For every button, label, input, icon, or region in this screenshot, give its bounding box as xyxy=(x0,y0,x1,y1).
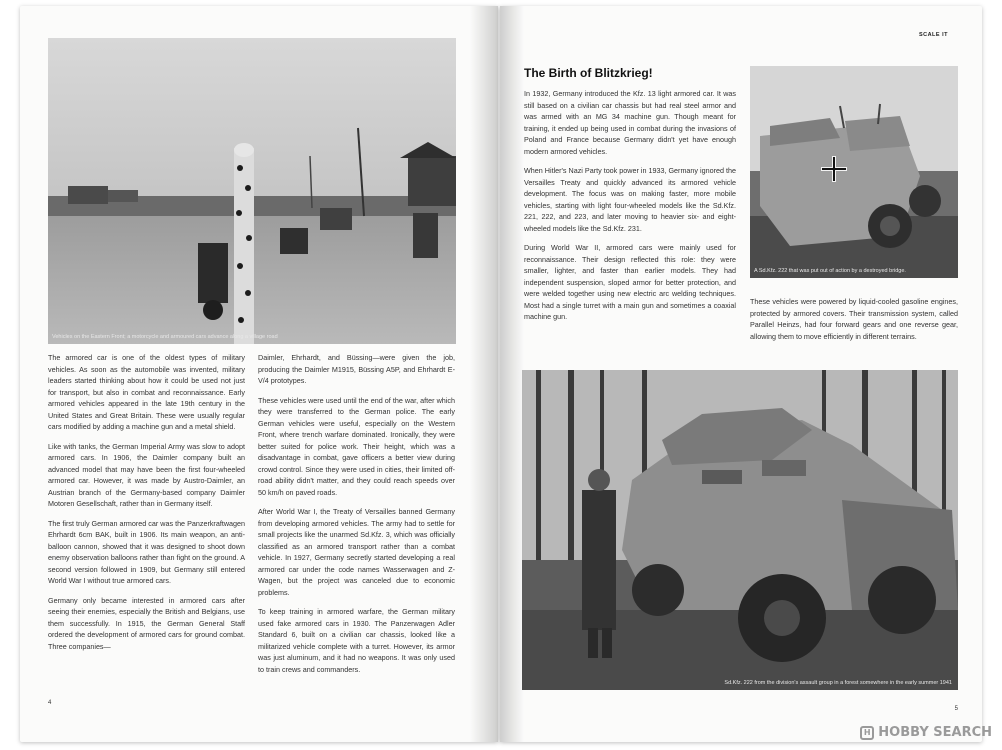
hobby-search-watermark xyxy=(860,725,992,740)
paragraph: Germany only became interested in armored cars after seeing their enemies, especially the British and Belgians, use them successfully. In 1915, the German General Staff ordered the development of armored cars for ground combat. Three companies— xyxy=(48,595,245,651)
armored-car-caption: Sd.Kfz. 222 from the division's assault group in a forest somewhere in the early summer 1941 xyxy=(724,680,952,687)
paragraph: These vehicles were used until the end of the war, after which they were transferred to the German police. The early German vehicles were useful, especially on the Western Front, where trench warfare dominated. Ironically, they were better suited for police work. Their height, which was a disadvantage in combat, gave officers a better view during crowd control. Since they were used in cities, their limited off-road ability didn't matter, and they could reach speeds over 50 km/h on paved roads. xyxy=(258,395,455,497)
right-page xyxy=(500,6,982,742)
page-number-left: 4 xyxy=(48,700,52,706)
page-number-right: 5 xyxy=(954,706,958,712)
article-headline: The Birth of Blitzkrieg! xyxy=(524,66,653,80)
hobby-search-logo-icon: H xyxy=(860,726,874,740)
wrecked-vehicle-image xyxy=(750,66,958,278)
magazine-spread xyxy=(14,6,988,742)
paragraph: The armored car is one of the oldest types of military vehicles. As soon as the automobile was invented, military leaders started thinking about how it could be used not just for transport, but also in combat and reconnaissance. Early armored vehicles appeared in the late 19th century in the United States and Great Britain. These were usually regular cars modified by adding a machine gun and a metal shield. xyxy=(48,353,245,431)
paragraph: The first truly German armored car was the Panzerkraftwagen Ehrhardt 6cm BAK, built in 1906. Its main weapon, an anti-balloon cannon, showed that it was designed to shoot down enemy observation balloons rather than fight on the ground. A second version followed in 1909, but Germany still entered World War I without true armored cars. xyxy=(48,518,245,585)
armored-car-forest-photo xyxy=(522,370,958,690)
street-photo xyxy=(48,38,456,344)
wrecked-vehicle-caption: A Sd.Kfz. 222 that was put out of action by a destroyed bridge. xyxy=(754,268,906,275)
street-photo-image xyxy=(48,38,456,344)
paragraph: After World War I, the Treaty of Versailles banned Germany from developing armored vehicles. The army had to settle for small projects like the unarmed Sd.Kfz. 3, which was officially classified as an armored transport rather than a combat vehicle. In 1927, Germany secretly started developing a real armored car under the code names Wasserwagen and Z-Wagen, but the project was canceled due to economic problems. xyxy=(258,507,455,597)
paragraph: In 1932, Germany introduced the Kfz. 13 light armored car. It was still based on a civilian car chassis but had real steel armor and was armed with an MG 34 machine gun. Though meant for training, it ended up being used in combat during the invasions of Poland and France because Germany didn't yet have enough modern armored vehicles. xyxy=(524,89,736,156)
wrecked-vehicle-photo xyxy=(750,66,958,278)
left-column-2 xyxy=(258,352,455,683)
right-column-1 xyxy=(524,88,736,331)
watermark-label: HOBBY SEARCH xyxy=(878,725,992,740)
left-page xyxy=(20,6,498,742)
street-photo-caption: Vehicles on the Eastern Front; a motorcycle and armoured cars advance along a village road xyxy=(52,334,278,341)
paragraph: Like with tanks, the German Imperial Army was slow to adopt armored cars. In 1906, the Daimler company built an advanced model that may have been the first four-wheeled armored car. However, it was made by Austro-Daimler, an Austrian branch of the Germany-based company Daimler Motoren Gesellschaft, rather than in Germany itself. xyxy=(48,441,245,508)
right-column-2 xyxy=(750,296,958,350)
paragraph: During World War II, armored cars were mainly used for reconnaissance. Their design reflected this role: they were smaller, lighter, and faster than earlier models. They had independent suspension, sloped armor for better protection, and were welded together using new electric arc welding techniques. Most had a single turret with a main gun and sometimes a coaxial machine gun. xyxy=(524,243,736,321)
paragraph: These vehicles were powered by liquid-cooled gasoline engines, protected by armored covers. Their transmission system, called Parallel Heinzs, had four forward gears and one reverse gear, allowing them to move efficiently in different terrains. xyxy=(750,297,958,341)
gutter-shadow xyxy=(470,6,498,742)
left-column-1 xyxy=(48,352,245,660)
running-head: SCALE IT xyxy=(918,32,948,38)
armored-car-forest-image xyxy=(522,370,958,690)
paragraph: To keep training in armored warfare, the German military used fake armored cars in 1930. The Panzerwagen Adler Standard 6, built on a civilian car chassis, looked like a militarized vehicle complete with a turret. However, its armor was just aluminum, and it had no weapons. It was only used to train crews and commanders. xyxy=(258,607,455,674)
paragraph: Daimler, Ehrhardt, and Büssing—were given the job, producing the Daimler M1915, Büssing A5P, and Ehrhardt E-V/4 prototypes. xyxy=(258,353,455,385)
gutter-shadow xyxy=(500,6,524,742)
paragraph: When Hitler's Nazi Party took power in 1933, Germany ignored the Versailles Treaty and quickly advanced its armored vehicle development. The focus was on making faster, more mobile vehicles, starting with light four-wheeled models like the Sd.Kfz. 221, 222, and 223, and later moving to heavier six- and eight-wheeled models like the Sd.Kfz. 231. xyxy=(524,166,736,233)
